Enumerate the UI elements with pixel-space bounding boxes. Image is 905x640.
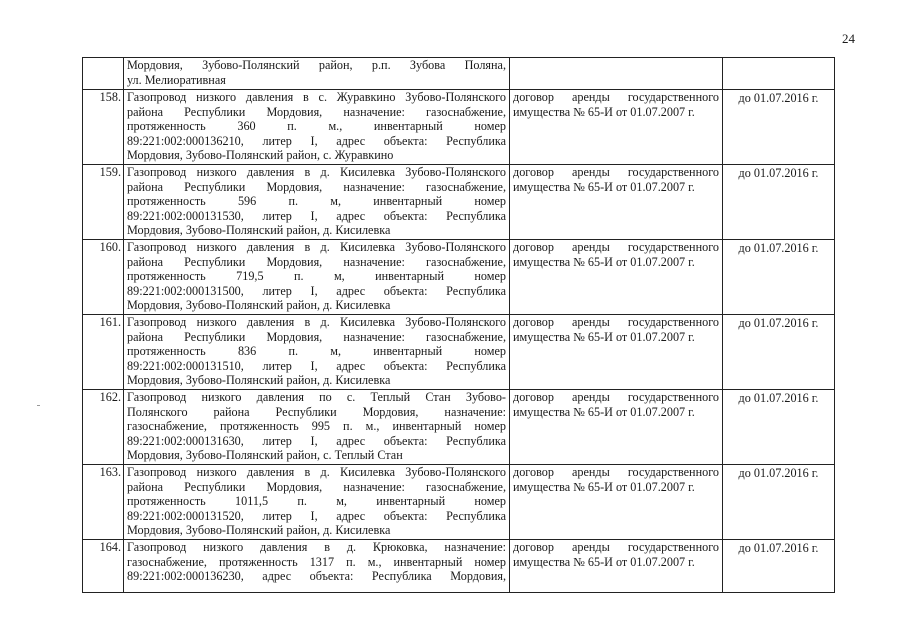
scan-artifact [37, 405, 40, 406]
document-line: имущества № 65-И от 01.07.2007 г. [513, 179, 695, 194]
document-line: договор аренды государственного [513, 390, 719, 404]
object-line: Мордовия, Зубово-Полянский район, д. Кисилевка [127, 523, 391, 538]
table-body [83, 58, 835, 593]
object-line: газоснабжение, протяженность 1317 п. м., инвентарный номер [127, 554, 506, 569]
object-line: района Республики Мордовия, назначение: газоснабжение, [127, 104, 506, 119]
lease-term: до 01.07.2016 г. [723, 390, 835, 465]
lease-term: до 01.07.2016 г. [723, 165, 835, 240]
row-number: 160. [83, 240, 124, 315]
object-line: 89:221:002:000131530, литер I, адрес объекта: Республика [127, 208, 506, 223]
row-number: 159. [83, 165, 124, 240]
document-line: договор аренды государственного [513, 240, 719, 254]
row-number: 161. [83, 315, 124, 390]
document-line: договор аренды государственного [513, 315, 719, 329]
row-number: 162. [83, 390, 124, 465]
document-line: имущества № 65-И от 01.07.2007 г. [513, 104, 695, 119]
page-number: 24 [842, 31, 855, 46]
object-line: протяженность 836 п. м, инвентарный номер [127, 344, 506, 359]
lease-document [510, 465, 723, 540]
property-table [82, 57, 835, 593]
num-cell [83, 58, 124, 90]
object-line: района Республики Мордовия, назначение: газоснабжение, [127, 179, 506, 194]
row-number: 163. [83, 465, 124, 540]
object-line: 89:221:002:000136230, адрес объекта: Республика Мордовия, [127, 569, 506, 584]
document-line: договор аренды государственного [513, 540, 719, 554]
document-line: договор аренды государственного [513, 90, 719, 104]
object-description [124, 315, 510, 390]
object-line: Газопровод низкого давления в д. Крюковка, назначение: [127, 540, 506, 554]
object-line: района Республики Мордовия, назначение: газоснабжение, [127, 329, 506, 344]
table-row [83, 315, 835, 390]
object-line: района Республики Мордовия, назначение: газоснабжение, [127, 479, 506, 494]
table-row [83, 240, 835, 315]
object-line: 89:221:002:000131520, литер I, адрес объекта: Республика [127, 508, 506, 523]
object-line: протяженность 1011,5 п. м, инвентарный номер [127, 494, 506, 509]
lease-document [510, 315, 723, 390]
document-line: имущества № 65-И от 01.07.2007 г. [513, 479, 695, 494]
lease-document [510, 390, 723, 465]
document-cell [510, 58, 723, 90]
table-row [83, 465, 835, 540]
lease-term: до 01.07.2016 г. [723, 240, 835, 315]
object-line: Мордовия, Зубово-Полянский район, с. Теплый Стан [127, 448, 403, 463]
object-line: Мордовия, Зубово-Полянский район, р.п. Зубова Поляна, [127, 58, 506, 72]
lease-term: до 01.07.2016 г. [723, 315, 835, 390]
object-line: протяженность 360 п. м., инвентарный номер [127, 119, 506, 134]
object-line: Газопровод низкого давления в с. Журавкино Зубово-Полянского [127, 90, 506, 104]
object-line: протяженность 596 п. м, инвентарный номер [127, 194, 506, 209]
object-description [124, 165, 510, 240]
object-line: Мордовия, Зубово-Полянский район, д. Кисилевка [127, 298, 391, 313]
lease-term: до 01.07.2016 г. [723, 540, 835, 593]
object-line: Газопровод низкого давления в д. Кисилевка Зубово-Полянского [127, 315, 506, 329]
document-line: имущества № 65-И от 01.07.2007 г. [513, 254, 695, 269]
object-line: 89:221:002:000136210, литер I, адрес объекта: Республика [127, 133, 506, 148]
object-description [124, 240, 510, 315]
object-line: Газопровод низкого давления в д. Кисилевка Зубово-Полянского [127, 465, 506, 479]
table-row [83, 90, 835, 165]
lease-term: до 01.07.2016 г. [723, 465, 835, 540]
term-cell [723, 58, 835, 90]
object-line: протяженность 719,5 п. м, инвентарный номер [127, 269, 506, 284]
lease-document [510, 165, 723, 240]
table-row [83, 540, 835, 593]
object-line: 89:221:002:000131510, литер I, адрес объекта: Республика [127, 358, 506, 373]
object-line: Полянского района Республики Мордовия, назначение: [127, 404, 506, 419]
object-line: Газопровод низкого давления по с. Теплый Стан Зубово- [127, 390, 506, 404]
object-line: 89:221:002:000131500, литер I, адрес объекта: Республика [127, 283, 506, 298]
lease-document [510, 540, 723, 593]
document-line: имущества № 65-И от 01.07.2007 г. [513, 554, 695, 569]
object-cell [124, 58, 510, 90]
lease-document [510, 90, 723, 165]
table-row [83, 390, 835, 465]
table-row [83, 165, 835, 240]
object-description [124, 390, 510, 465]
object-description [124, 540, 510, 593]
object-line: района Республики Мордовия, назначение: газоснабжение, [127, 254, 506, 269]
object-line: Газопровод низкого давления в д. Кисилевка Зубово-Полянского [127, 240, 506, 254]
document-line: имущества № 65-И от 01.07.2007 г. [513, 404, 695, 419]
object-line: Мордовия, Зубово-Полянский район, с. Журавкино [127, 148, 394, 163]
object-line: ул. Мелиоративная [127, 72, 226, 87]
row-number: 158. [83, 90, 124, 165]
object-line: 89:221:002:000131630, литер I, адрес объекта: Республика [127, 433, 506, 448]
document-line: договор аренды государственного [513, 165, 719, 179]
object-line: газоснабжение, протяженность 995 п. м., инвентарный номер [127, 419, 506, 434]
object-line: Мордовия, Зубово-Полянский район, д. Кисилевка [127, 373, 391, 388]
lease-document [510, 240, 723, 315]
object-description [124, 465, 510, 540]
document-line: договор аренды государственного [513, 465, 719, 479]
lease-term: до 01.07.2016 г. [723, 90, 835, 165]
object-line: Газопровод низкого давления в д. Кисилевка Зубово-Полянского [127, 165, 506, 179]
object-line: Мордовия, Зубово-Полянский район, д. Кисилевка [127, 223, 391, 238]
object-description [124, 90, 510, 165]
document-line: имущества № 65-И от 01.07.2007 г. [513, 329, 695, 344]
row-number: 164. [83, 540, 124, 593]
continuation-row [83, 58, 835, 90]
